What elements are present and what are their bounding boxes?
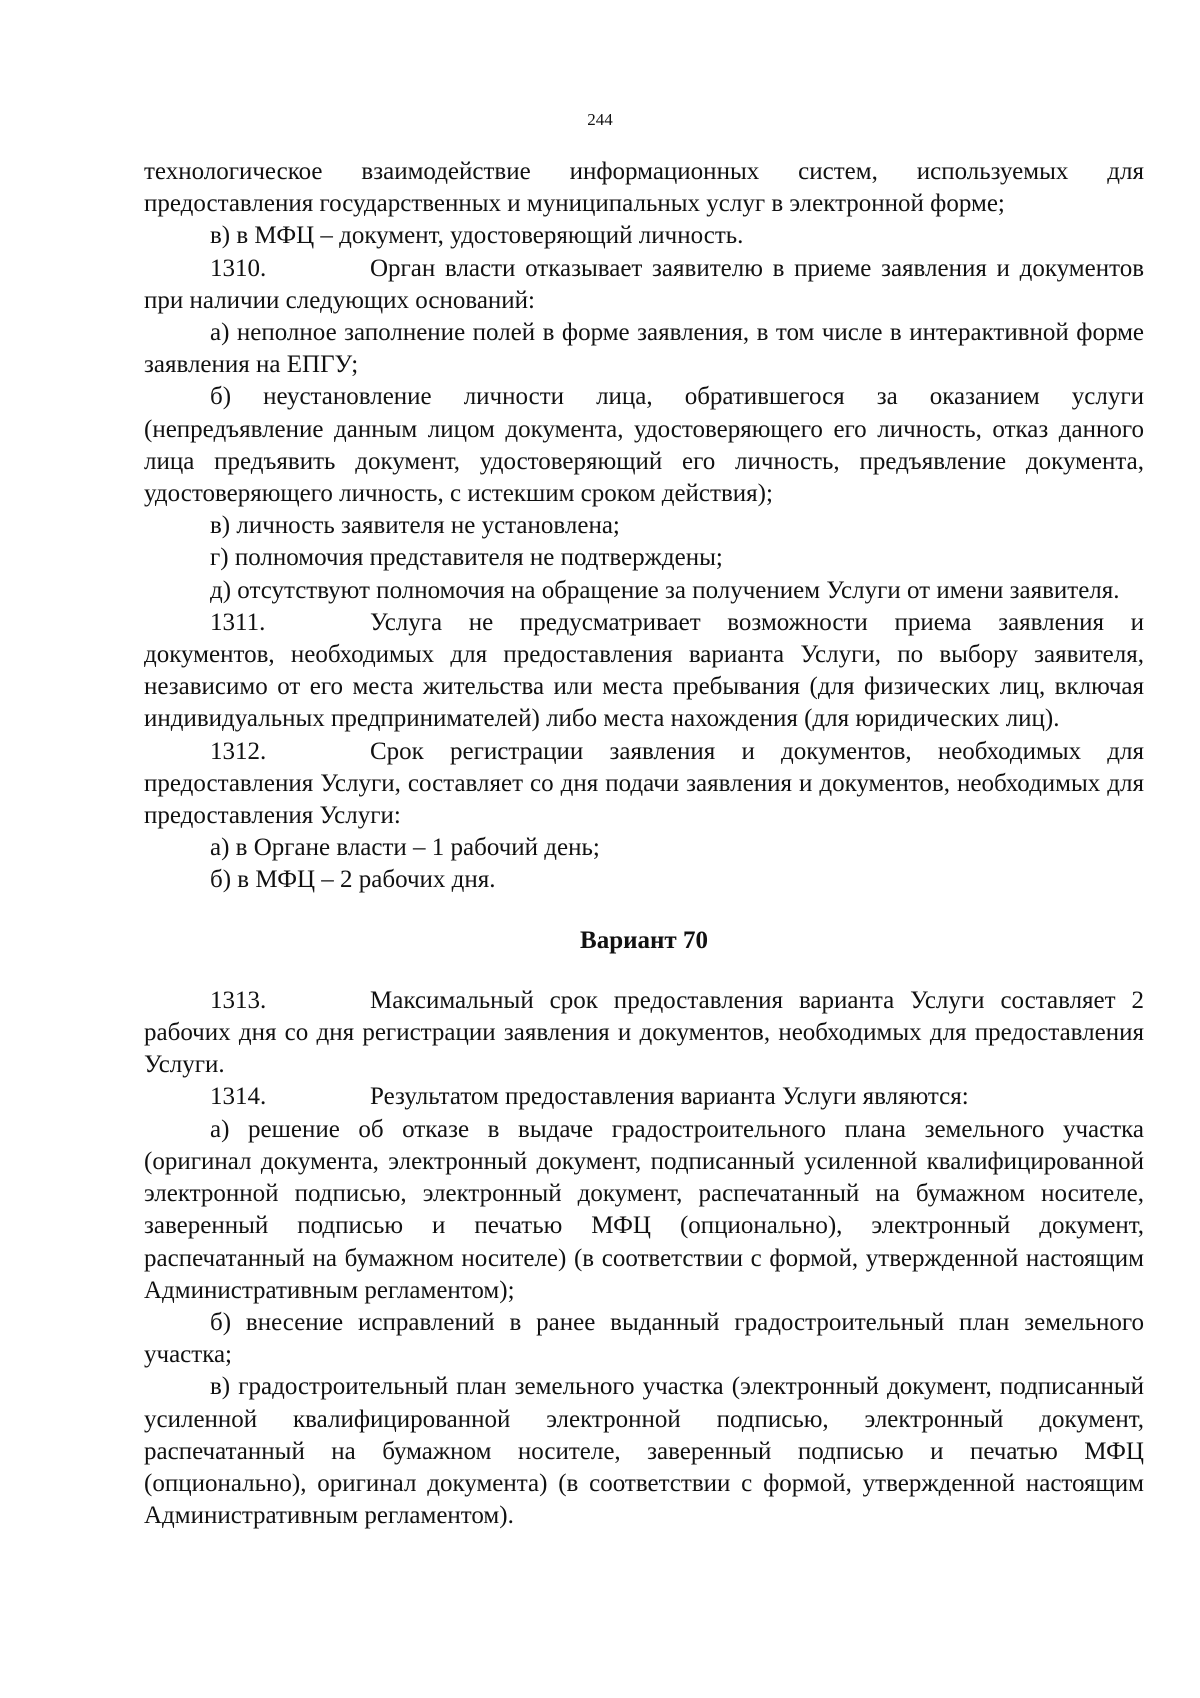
clause-text: Результатом предоставления варианта Услуги являются:: [370, 1083, 969, 1111]
page-number: 244: [587, 110, 613, 129]
paragraph: в) в МФЦ – документ, удостоверяющий личность.: [210, 222, 744, 250]
paragraph: а) неполное заполнение полей в форме заявления, в том числе в интерактивной форме заявления на ЕПГУ;: [144, 319, 1144, 379]
paragraph: д) отсутствуют полномочия на обращение за получением Услуги от имени заявителя.: [210, 576, 1120, 604]
paragraph: технологическое взаимодействие информационных систем, используемых для предоставления государственных и муниципальных услуг в электронной форме;: [144, 158, 1144, 218]
clause-text: Максимальный срок предоставления варианта Услуги составляет 2 рабочих дня со дня регистрации заявления и документов, необходимых для предоставления Услуги.: [144, 986, 1144, 1079]
clause-text: Орган власти отказывает заявителю в приеме заявления и документов при наличии следующих оснований:: [144, 254, 1144, 314]
paragraph: г) полномочия представителя не подтверждены;: [210, 544, 723, 572]
paragraph: б) неустановление личности лица, обратившегося за оказанием услуги (непредъявление данным лицом документа, удостоверяющего его личность, отказ данного лица предъявить документ, удостоверяющий его личность, предъявление документа, удостоверяющего личность, с истекшим сроком действия);: [144, 383, 1144, 508]
paragraph: б) внесение исправлений в ранее выданный градостроительный план земельного участка;: [144, 1308, 1144, 1369]
numbered-paragraph-1312: [144, 736, 1144, 833]
numbered-paragraph-1311: [144, 607, 1144, 736]
clause-number: 1310.: [210, 254, 267, 282]
paragraph: а) решение об отказе в выдаче градостроительного плана земельного участка (оригинал документа, электронный документ, подписанный усиленной квалифицированной электронной подписью, электронный документ, распечатанный на бумажном носителе, заверенный подписью и печатью МФЦ (опционально), электронный документ, распечатанный на бумажном носителе) (в соответствии с формой, утвержденной настоящим Административным регламентом);: [144, 1115, 1144, 1304]
clause-number: 1314.: [210, 1083, 267, 1111]
paragraph: б) в МФЦ – 2 рабочих дня.: [210, 866, 496, 894]
clause-number: 1313.: [210, 986, 267, 1014]
paragraph: в) личность заявителя не установлена;: [210, 512, 620, 540]
clause-number: 1312.: [210, 737, 267, 765]
clause-number: 1311.: [210, 608, 266, 636]
numbered-paragraph-1313: [144, 985, 1144, 1082]
section-heading: Вариант 70: [580, 926, 708, 954]
clause-text: Услуга не предусматривает возможности приема заявления и документов, необходимых для предоставления варианта Услуги, по выбору заявителя, независимо от его места жительства или места пребывания (для физических лиц, включая индивидуальных предпринимателей) либо места нахождения (для юридических лиц).: [144, 608, 1144, 733]
numbered-paragraph-1310: [144, 253, 1144, 317]
paragraph: в) градостроительный план земельного участка (электронный документ, подписанный усиленной квалифицированной электронной подписью, электронный документ, распечатанный на бумажном носителе, заверенный подписью и печатью МФЦ (опционально), оригинал документа) (в соответствии с формой, утвержденной настоящим Административным регламентом).: [144, 1373, 1144, 1530]
clause-text: Срок регистрации заявления и документов, необходимых для предоставления Услуги, составляет со дня подачи заявления и документов, необходимых для предоставления Услуги:: [144, 737, 1144, 830]
document-body: [144, 156, 1144, 1532]
numbered-paragraph-1314: [144, 1081, 1144, 1113]
paragraph: а) в Органе власти – 1 рабочий день;: [210, 834, 600, 862]
